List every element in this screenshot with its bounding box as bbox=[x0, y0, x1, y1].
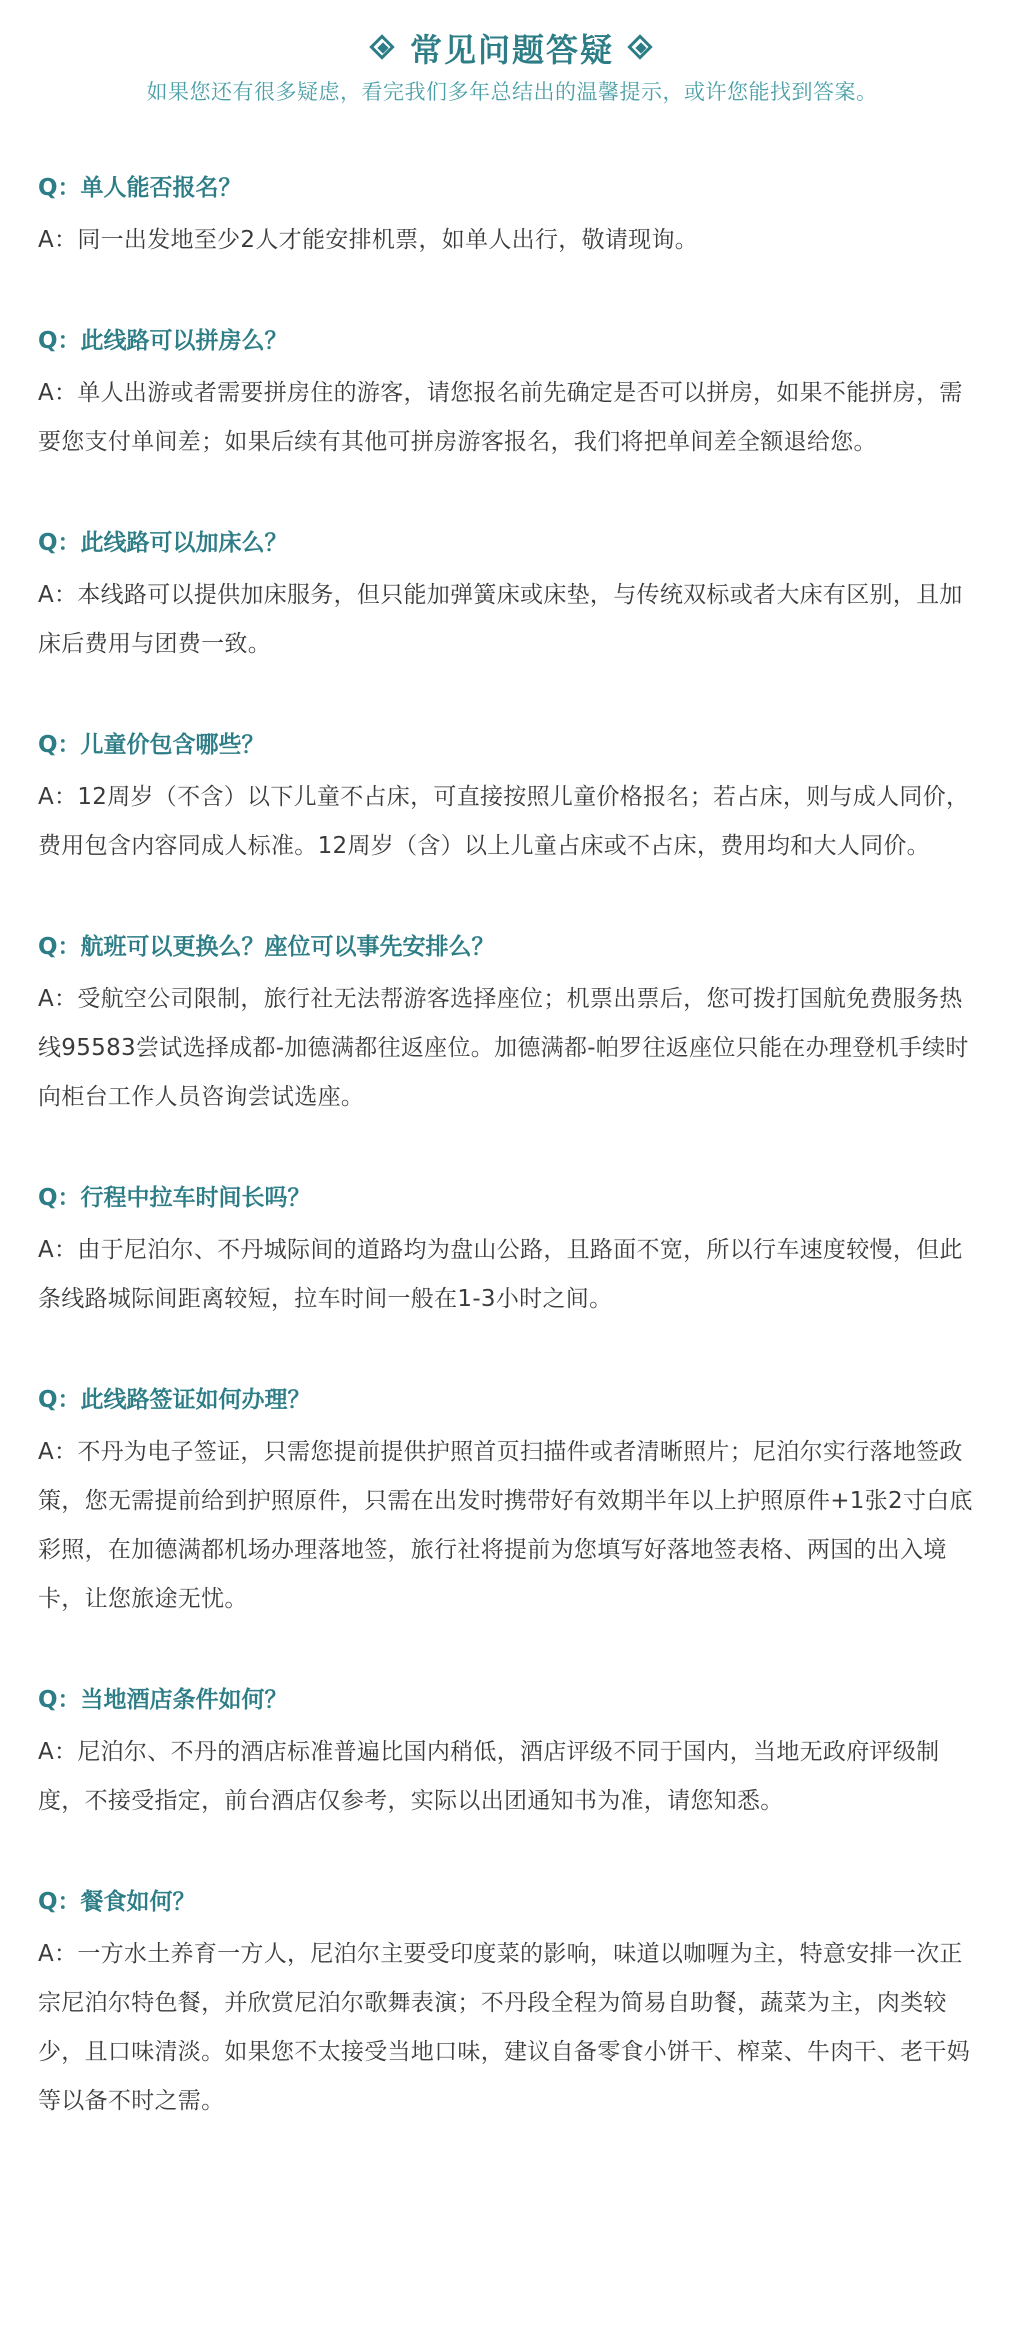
faq-answer: A：单人出游或者需要拼房住的游客，请您报名前先确定是否可以拼房，如果不能拼房，需要您支付单间差；如果后续有其他可拼房游客报名，我们将把单间差全额退给您。 bbox=[38, 380, 963, 455]
title-row bbox=[38, 26, 986, 70]
faq-answer: A：尼泊尔、不丹的酒店标准普遍比国内稍低，酒店评级不同于国内，当地无政府评级制度，不接受指定，前台酒店仅参考，实际以出团通知书为准，请您知悉。 bbox=[38, 1739, 940, 1814]
faq-item-visa bbox=[38, 1380, 986, 1624]
left-diamond-icon bbox=[370, 35, 396, 61]
faq-item-flight-seat bbox=[38, 927, 986, 1122]
faq-question: Q：此线路可以加床么？ bbox=[38, 530, 288, 556]
faq-question: Q：行程中拉车时间长吗？ bbox=[38, 1185, 311, 1211]
faq-question: Q：单人能否报名？ bbox=[38, 175, 242, 201]
page-title: 常见问题答疑 bbox=[409, 31, 614, 69]
faq-list bbox=[38, 168, 986, 2126]
faq-item-hotel bbox=[38, 1680, 986, 1826]
faq-header bbox=[38, 26, 986, 106]
faq-answer: A：受航空公司限制，旅行社无法帮游客选择座位；机票出票后，您可拨打国航免费服务热线95583尝试选择成都-加德满都往返座位。加德满都-帕罗往返座位只能在办理登机手续时向柜台工作人员咨询尝试选座。 bbox=[38, 986, 969, 1110]
faq-item-drive-time bbox=[38, 1178, 986, 1324]
faq-answer: A：由于尼泊尔、不丹城际间的道路均为盘山公路，且路面不宽，所以行车速度较慢，但此条线路城际间距离较短，拉车时间一般在1-3小时之间。 bbox=[38, 1237, 963, 1312]
faq-answer: A：一方水土养育一方人，尼泊尔主要受印度菜的影响，味道以咖喱为主，特意安排一次正宗尼泊尔特色餐，并欣赏尼泊尔歌舞表演；不丹段全程为简易自助餐，蔬菜为主，肉类较少，且口味清淡。如果您不太接受当地口味，建议自备零食小饼干、榨菜、牛肉干、老干妈等以备不时之需。 bbox=[38, 1941, 970, 2114]
right-diamond-icon bbox=[628, 35, 654, 61]
faq-question: Q：当地酒店条件如何？ bbox=[38, 1687, 288, 1713]
faq-answer: A：同一出发地至少2人才能安排机票，如单人出行，敬请现询。 bbox=[38, 227, 699, 253]
faq-question: Q：此线路可以拼房么？ bbox=[38, 328, 288, 354]
faq-question: Q：餐食如何？ bbox=[38, 1889, 196, 1915]
page-subtitle: 如果您还有很多疑虑，看完我们多年总结出的温馨提示，或许您能找到答案。 bbox=[146, 80, 878, 104]
faq-item-meals bbox=[38, 1882, 986, 2126]
faq-answer: A：12周岁（不含）以下儿童不占床，可直接按照儿童价格报名；若占床，则与成人同价，费用包含内容同成人标准。12周岁（含）以上儿童占床或不占床，费用均和大人同价。 bbox=[38, 784, 970, 859]
faq-question: Q：此线路签证如何办理？ bbox=[38, 1387, 311, 1413]
faq-item-single-signup bbox=[38, 168, 986, 265]
faq-question: Q：航班可以更换么？座位可以事先安排么？ bbox=[38, 934, 495, 960]
faq-item-child-price bbox=[38, 725, 986, 871]
faq-item-room-sharing bbox=[38, 321, 986, 467]
faq-answer: A：不丹为电子签证，只需您提前提供护照首页扫描件或者清晰照片；尼泊尔实行落地签政策，您无需提前给到护照原件，只需在出发时携带好有效期半年以上护照原件+1张2寸白底彩照，在加德满都机场办理落地签，旅行社将提前为您填写好落地签表格、两国的出入境卡，让您旅途无忧。 bbox=[38, 1439, 973, 1612]
faq-question: Q：儿童价包含哪些？ bbox=[38, 732, 265, 758]
faq-answer: A：本线路可以提供加床服务，但只能加弹簧床或床垫，与传统双标或者大床有区别，且加床后费用与团费一致。 bbox=[38, 582, 963, 657]
faq-item-extra-bed bbox=[38, 523, 986, 669]
